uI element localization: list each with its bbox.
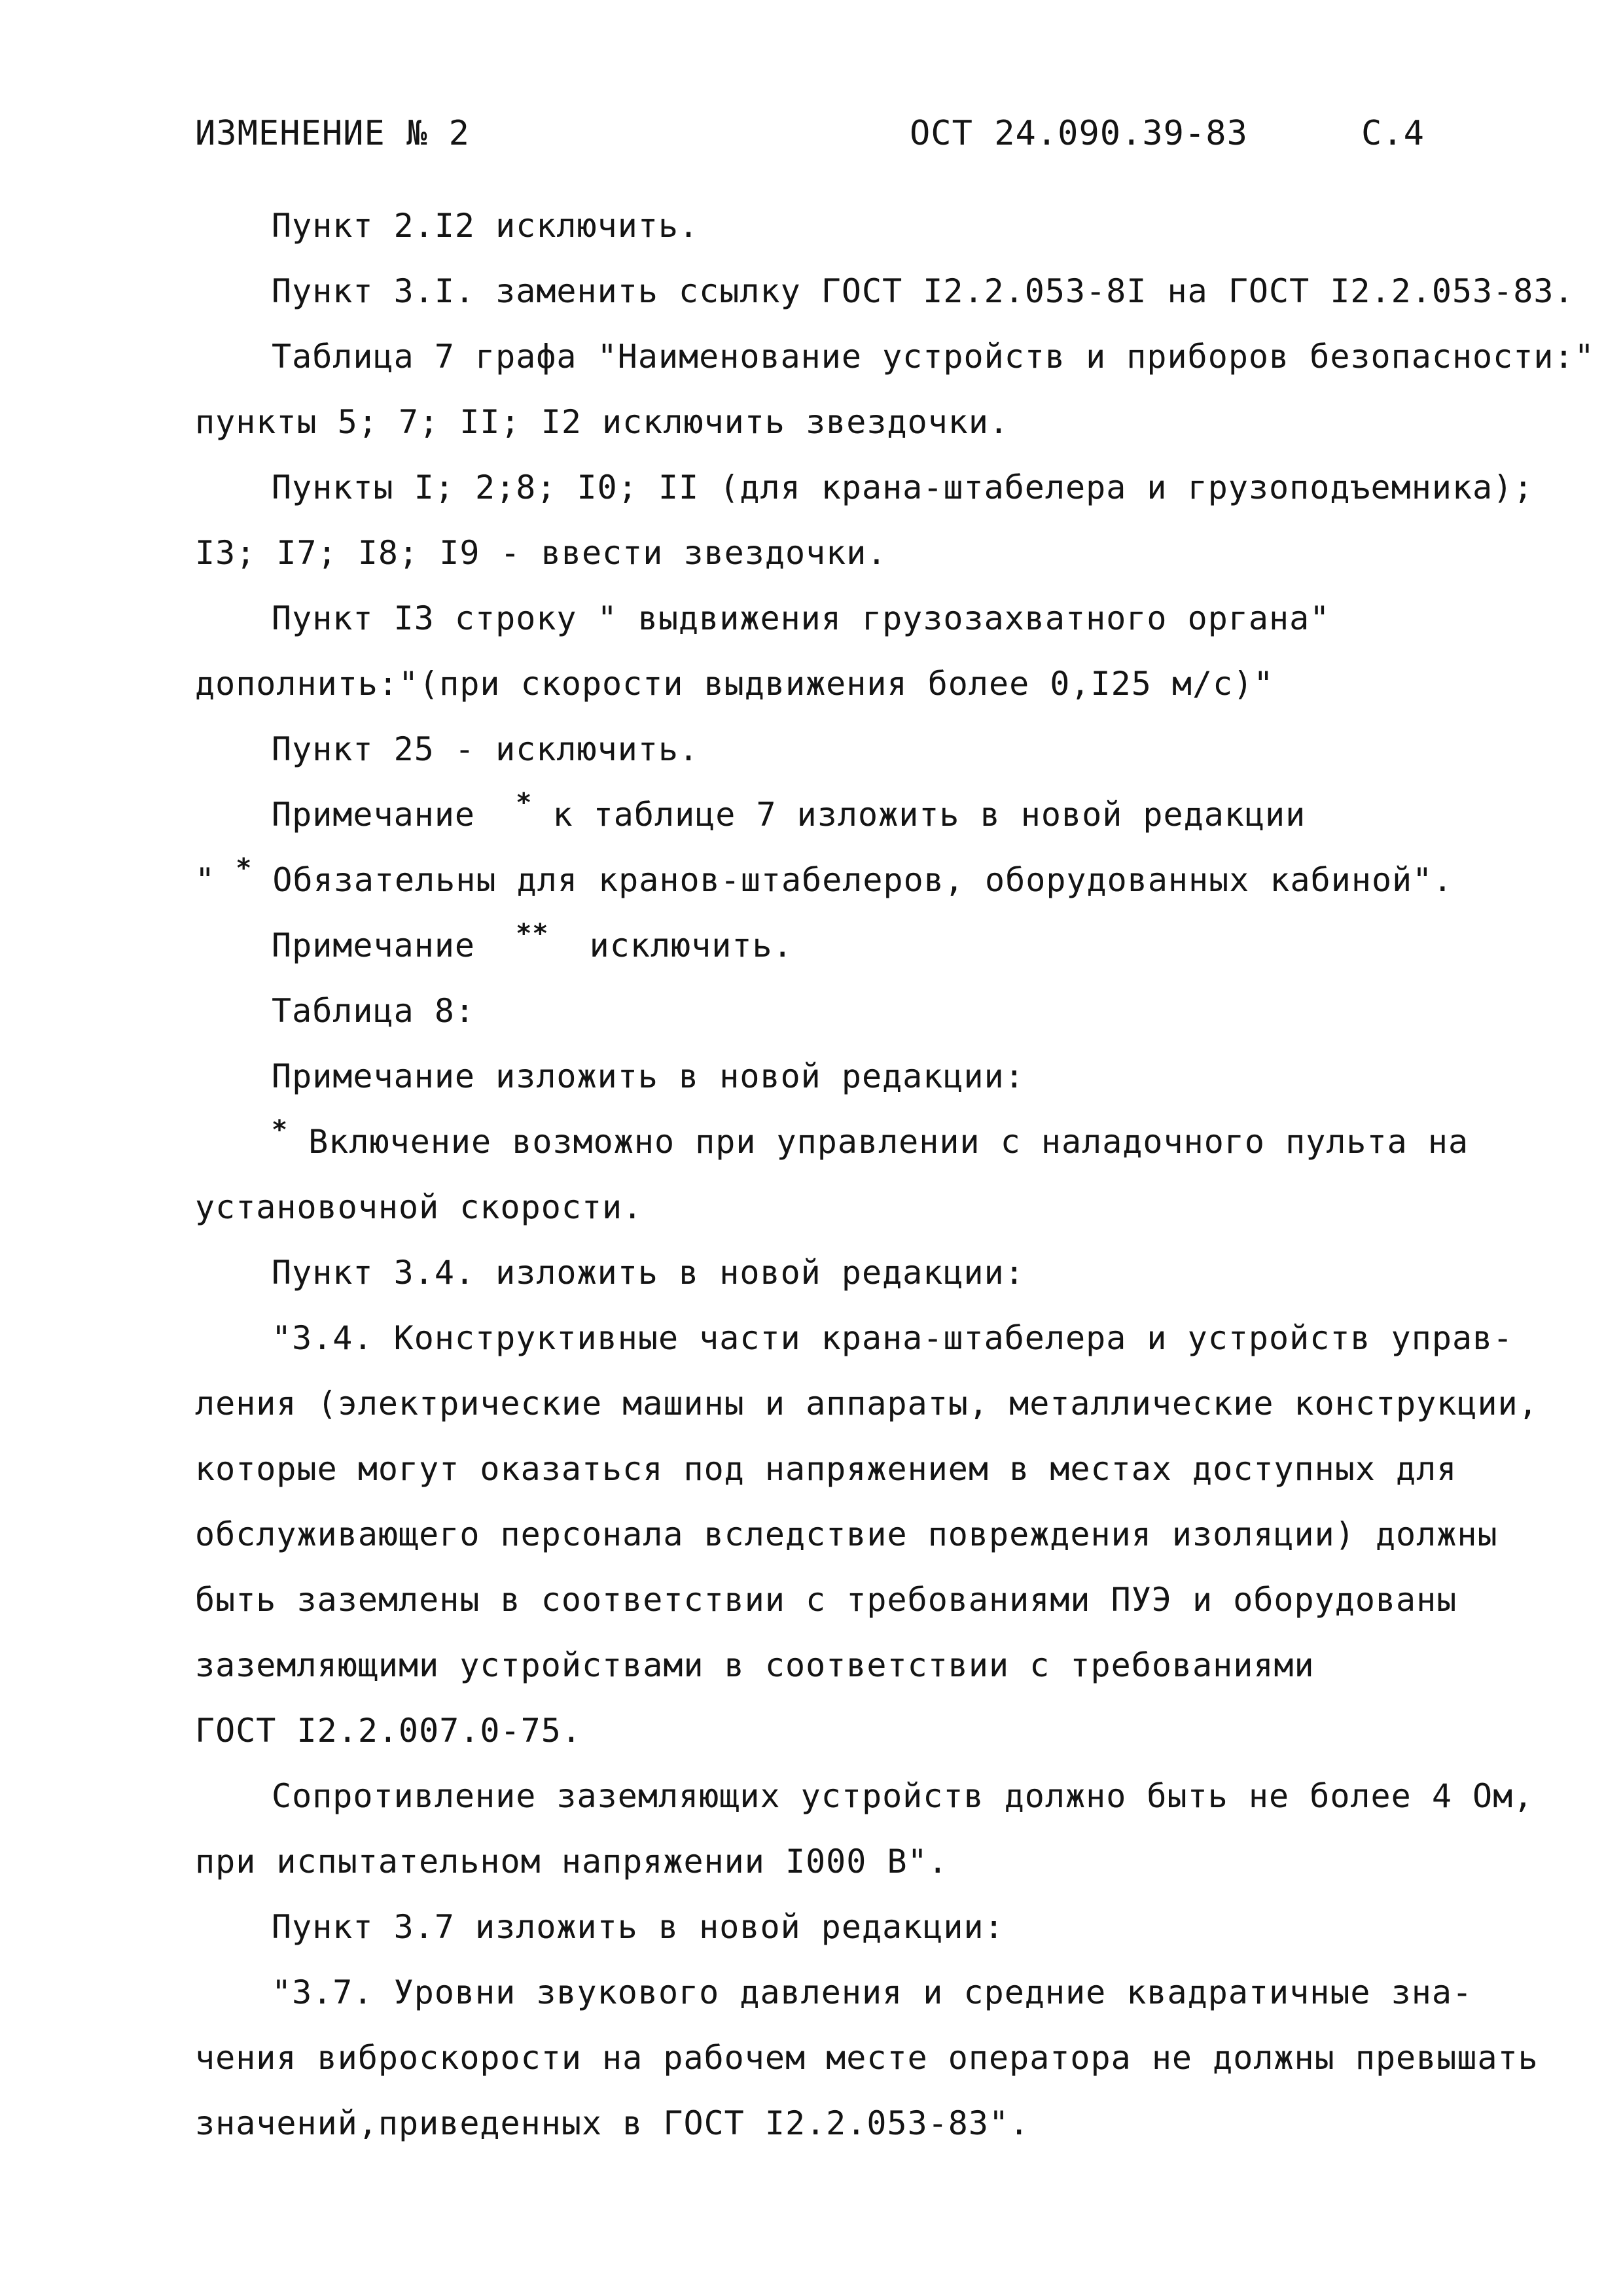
text-line <box>272 788 1306 834</box>
text-line: ления (электрические машины и аппараты, металлические конструкции, <box>195 1385 1539 1422</box>
text-line: быть заземлены в соответствии с требованиями ПУЭ и оборудованы <box>195 1581 1457 1619</box>
note-label: Примечание <box>272 927 476 964</box>
text-line: которые могут оказаться под напряжением в местах доступных для <box>195 1450 1457 1488</box>
text-line: Таблица 8: <box>272 992 476 1030</box>
asterisk-mark: * <box>516 788 533 818</box>
text-line: Пункт 25 - исключить. <box>272 730 700 768</box>
text-line: Примечание изложить в новой редакции: <box>272 1057 1025 1095</box>
standard-code: ОСТ 24.090.39-83 <box>910 114 1248 153</box>
asterisk-mark: * <box>236 853 253 883</box>
text-line: ГОСТ I2.2.007.0-75. <box>195 1712 582 1750</box>
text-line: Пункт 3.4. изложить в новой редакции: <box>272 1254 1025 1292</box>
text-line: Пункт 2.I2 исключить. <box>272 207 700 245</box>
note-text: к таблице 7 изложить в новой редакции <box>552 796 1306 834</box>
text-line: чения виброскорости на рабочем месте оператора не должны превышать <box>195 2039 1539 2077</box>
text-line: при испытательном напряжении I000 В". <box>195 1843 948 1881</box>
note-label: Примечание <box>272 796 476 834</box>
note-text: Включение возможно при управлении с наладочного пульта на <box>308 1123 1469 1161</box>
text-line <box>195 853 1454 899</box>
text-line: заземляющими устройствами в соответствии с требованиями <box>195 1646 1315 1684</box>
note-text: Обязательны для кранов-штабелеров, оборудованных кабиной". <box>272 861 1454 899</box>
note-text: исключить. <box>589 927 793 964</box>
quote-mark: " <box>195 861 216 899</box>
text-line: Таблица 7 графа "Наименование устройств и приборов безопасности:" <box>272 338 1595 376</box>
text-line: установочной скорости. <box>195 1188 643 1226</box>
asterisk-mark: * <box>272 1115 289 1145</box>
text-line: пункты 5; 7; II; I2 исключить звездочки. <box>195 403 1010 441</box>
text-line <box>272 919 793 964</box>
text-line: Пункт 3.I. заменить ссылку ГОСТ I2.2.053-8I на ГОСТ I2.2.053-83. <box>272 272 1575 310</box>
text-line: "3.4. Конструктивные части крана-штабелера и устройств управ- <box>272 1319 1514 1357</box>
text-line: Сопротивление заземляющих устройств должно быть не более 4 Ом, <box>272 1777 1534 1815</box>
text-line <box>272 1115 1469 1161</box>
text-line: обслуживающего персонала вследствие повреждения изоляции) должны <box>195 1515 1498 1553</box>
text-line: значений,приведенных в ГОСТ I2.2.053-83". <box>195 2104 1030 2142</box>
double-asterisk-mark: ** <box>516 919 549 949</box>
text-line: Пункт I3 строку " выдвижения грузозахватного органа" <box>272 599 1330 637</box>
change-number: ИЗМЕНЕНИЕ № 2 <box>195 114 470 153</box>
page-number: С.4 <box>1361 114 1425 153</box>
text-line: I3; I7; I8; I9 - ввести звездочки. <box>195 534 887 572</box>
text-line: Пункты I; 2;8; I0; II (для крана-штабелера и грузоподъемника); <box>272 468 1534 506</box>
text-line: "3.7. Уровни звукового давления и средние квадратичные зна- <box>272 1973 1473 2011</box>
text-line: Пункт 3.7 изложить в новой редакции: <box>272 1908 1005 1946</box>
text-line: дополнить:"(при скорости выдвижения более 0,I25 м/с)" <box>195 665 1274 703</box>
